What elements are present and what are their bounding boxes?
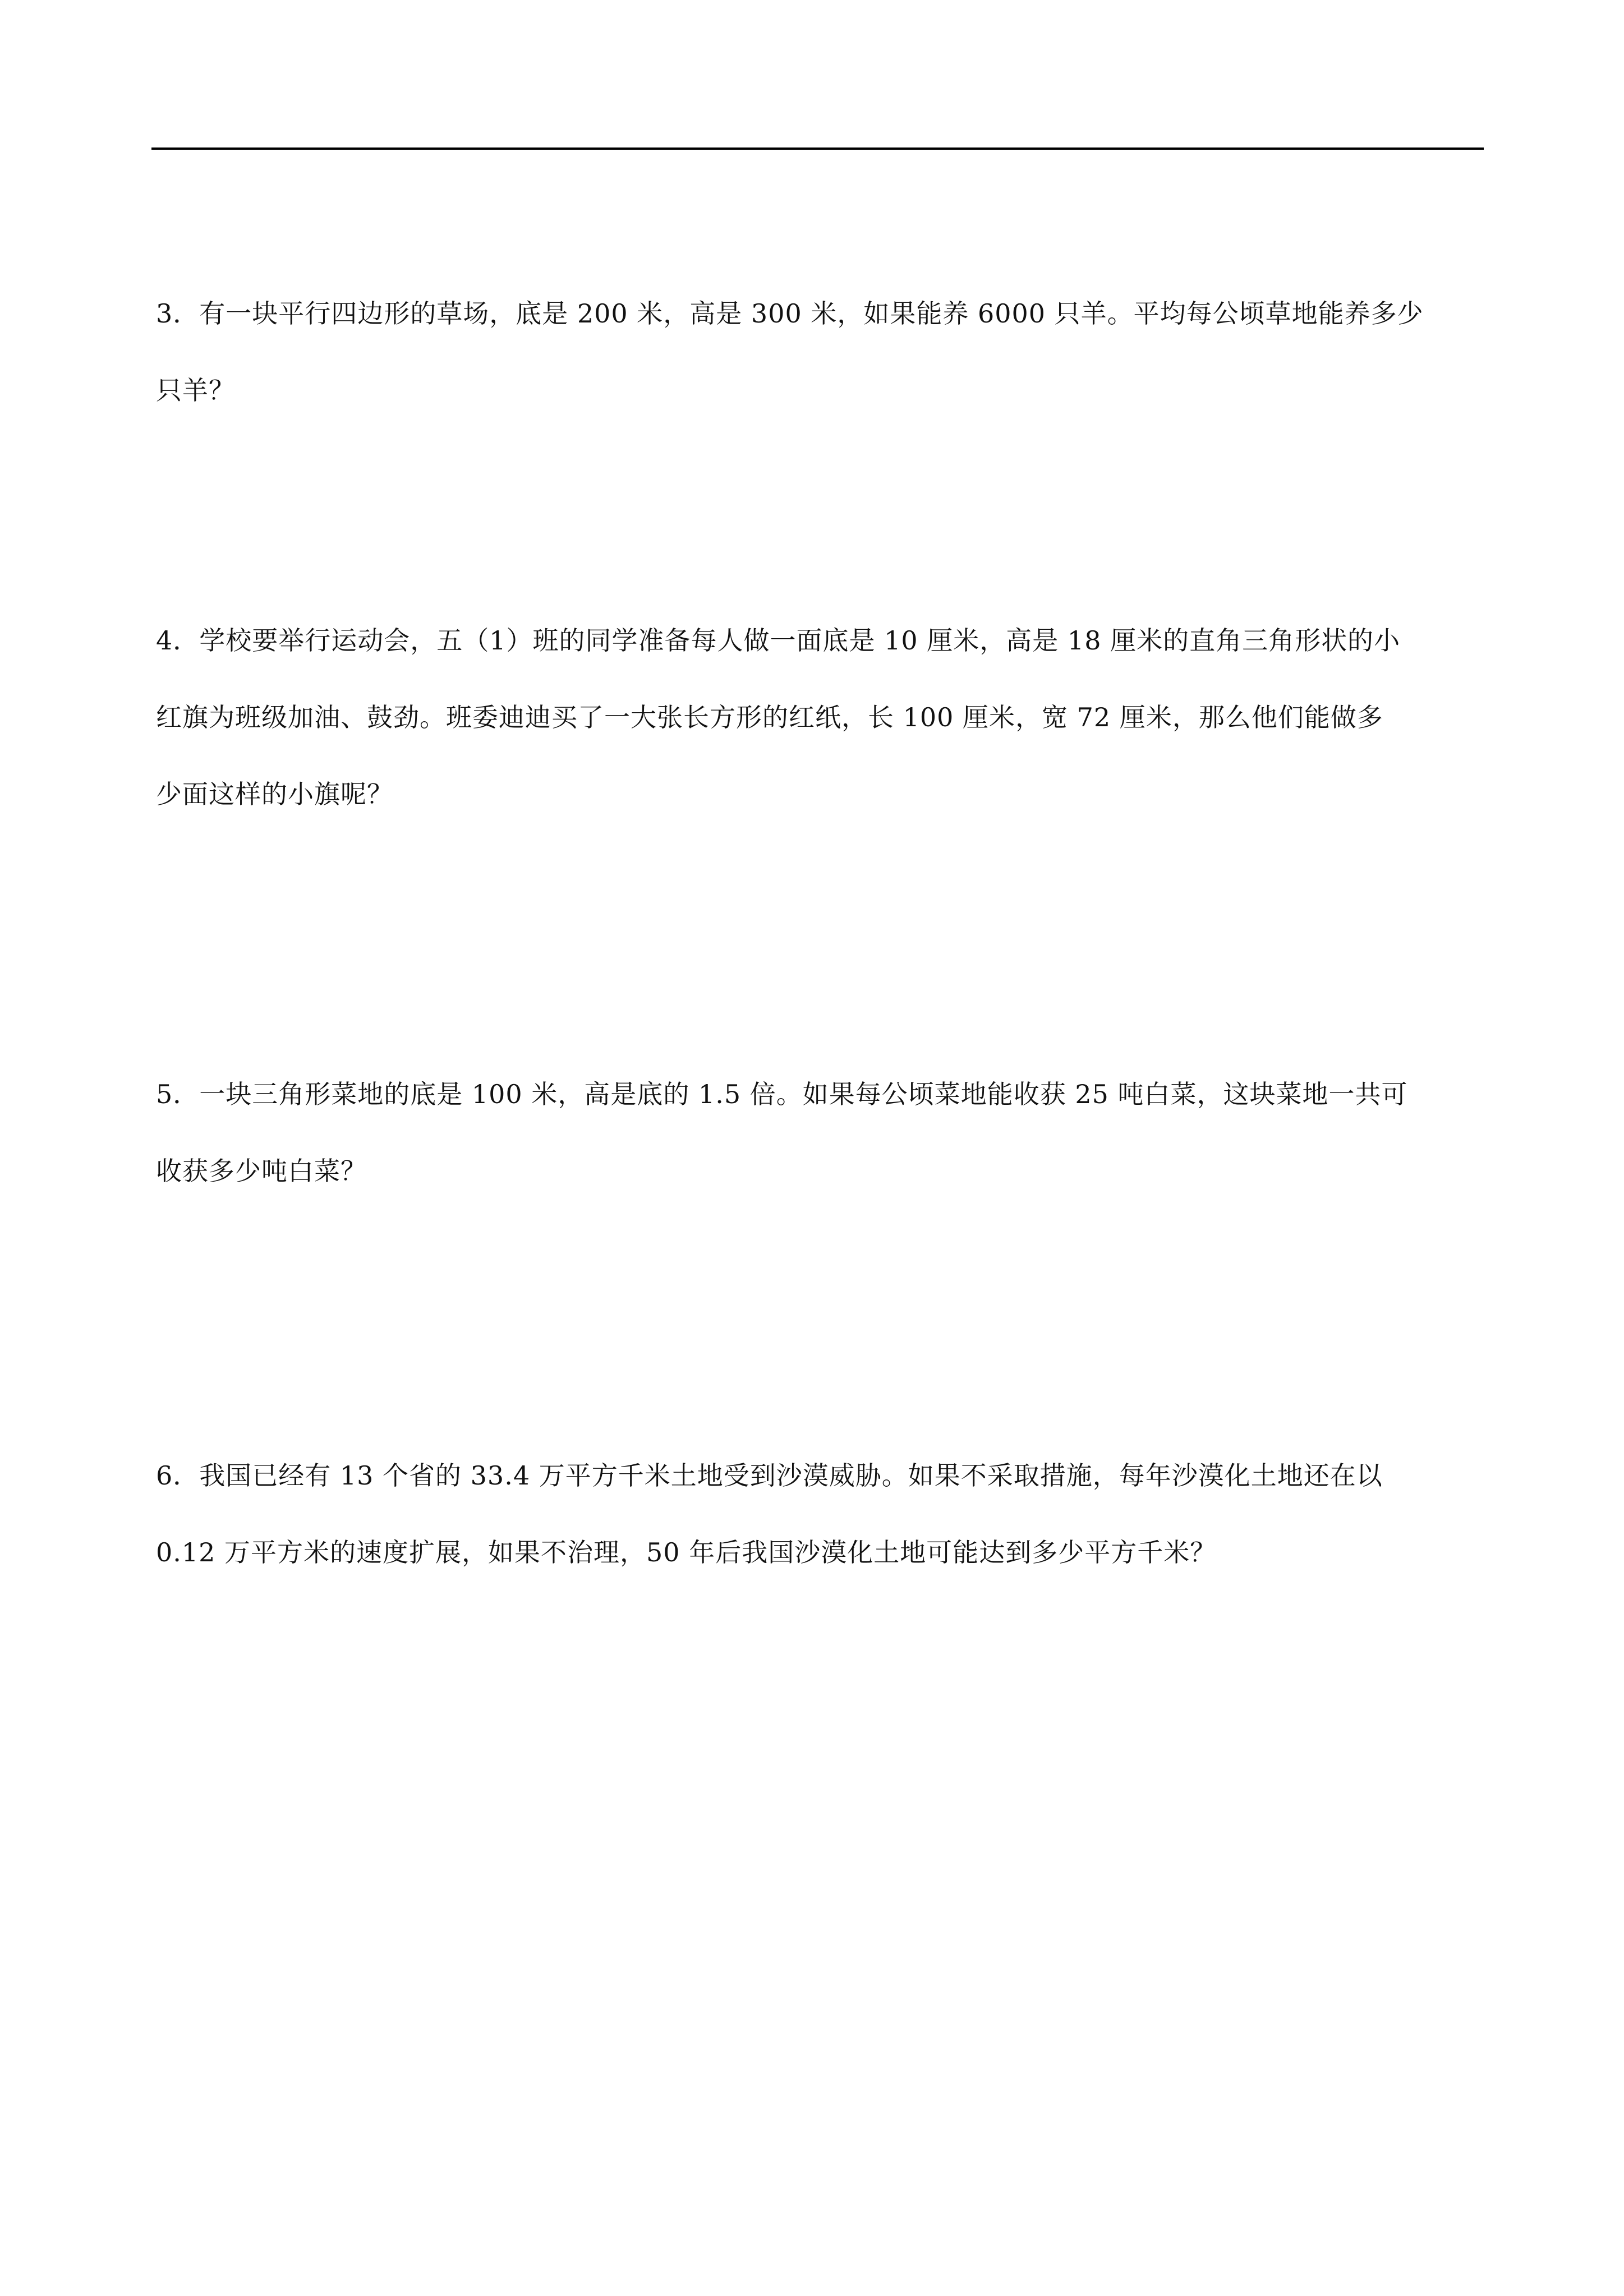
problem-5-line-2: 收获多少吨白菜？: [156, 1156, 367, 1186]
problem-5-line-1: 5．一块三角形菜地的底是 100 米，高是底的 1.5 倍。如果每公顷菜地能收获 25 吨白菜，这块菜地一共可: [156, 1079, 1408, 1109]
header-divider: [151, 147, 1484, 150]
problem-4-line-3: 少面这样的小旗呢？: [156, 779, 393, 809]
problem-3: [156, 275, 1485, 429]
problem-3-line-2: 只羊？: [156, 375, 235, 405]
problem-5: [156, 1056, 1485, 1210]
problem-6: [156, 1437, 1485, 1591]
problem-4-line-1: 4．学校要举行运动会，五（1）班的同学准备每人做一面底是 10 厘米，高是 18 厘米的直角三角形状的小: [156, 625, 1401, 656]
problem-3-line-1: 3．有一块平行四边形的草场，底是 200 米，高是 300 米，如果能养 6000 只羊。平均每公顷草地能养多少: [156, 298, 1424, 329]
problem-6-line-1: 6．我国已经有 13 个省的 33.4 万平方千米土地受到沙漠威胁。如果不采取措施，每年沙漠化土地还在以: [156, 1460, 1383, 1491]
problem-4-line-2: 红旗为班级加油、鼓劲。班委迪迪买了一大张长方形的红纸，长 100 厘米，宽 72 厘米，那么他们能做多: [156, 702, 1383, 732]
problem-6-line-2: 0.12 万平方米的速度扩展，如果不治理，50 年后我国沙漠化土地可能达到多少平方千米？: [156, 1537, 1217, 1567]
problem-4: [156, 602, 1485, 833]
